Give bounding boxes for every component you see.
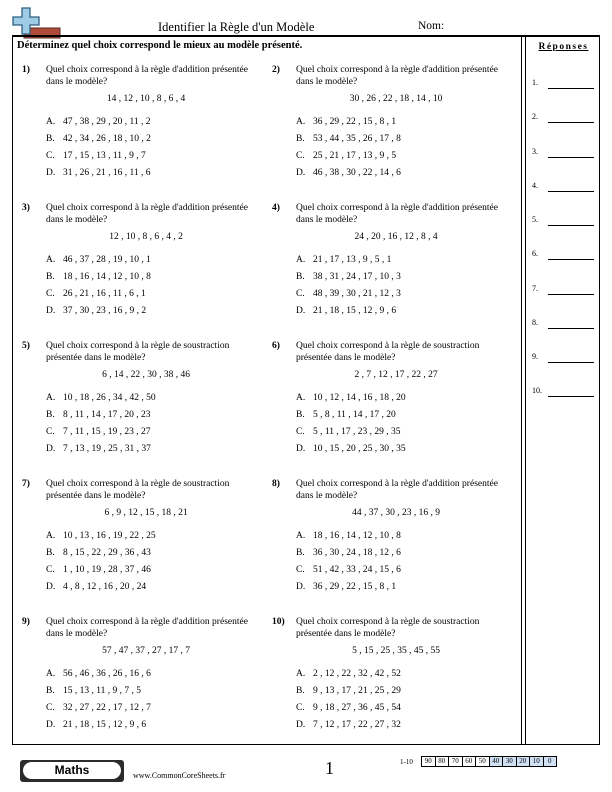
option-letter: A.: [296, 531, 306, 541]
answer-row: [532, 112, 596, 126]
question-prompt: Quel choix correspond à la règle d'addition présentée dans le modèle?: [46, 203, 248, 225]
answer-option[interactable]: [296, 564, 512, 576]
option-text: 56 , 46 , 36 , 26 , 16 , 6: [63, 669, 151, 679]
answer-row: [532, 386, 596, 400]
option-letter: D.: [46, 720, 56, 730]
answer-blank[interactable]: [548, 328, 594, 329]
question-item: [272, 478, 512, 603]
score-cell: 50: [475, 756, 490, 767]
answer-option[interactable]: [296, 581, 512, 593]
answer-option[interactable]: [46, 409, 262, 421]
answer-row: [532, 284, 596, 298]
answer-number: 10.: [532, 386, 542, 395]
answer-blank[interactable]: [548, 259, 594, 260]
question-number: 5): [22, 341, 30, 351]
option-text: 46 , 37 , 28 , 19 , 10 , 1: [63, 255, 151, 265]
question-number: 4): [272, 203, 280, 213]
answer-option[interactable]: [46, 392, 262, 404]
question-sequence: 44 , 37 , 30 , 23 , 16 , 9: [352, 508, 440, 518]
option-text: 21 , 18 , 15 , 12 , 9 , 6: [63, 720, 147, 730]
option-text: 4 , 8 , 12 , 16 , 20 , 24: [63, 582, 147, 592]
answer-option[interactable]: [46, 547, 262, 559]
answer-number: 3.: [532, 147, 538, 156]
answer-option[interactable]: [296, 392, 512, 404]
question-sequence: 2 , 7 , 12 , 17 , 22 , 27: [354, 370, 438, 380]
question-sequence: 12 , 10 , 8 , 6 , 4 , 2: [109, 232, 183, 242]
answer-option[interactable]: [46, 685, 262, 697]
answer-number: 8.: [532, 318, 538, 327]
option-letter: B.: [296, 134, 305, 144]
answer-blank[interactable]: [548, 362, 594, 363]
option-text: 10 , 15 , 20 , 25 , 30 , 35: [313, 444, 406, 454]
question-number: 1): [22, 65, 30, 75]
answer-option[interactable]: [296, 668, 512, 680]
answer-number: 1.: [532, 78, 538, 87]
answer-option[interactable]: [46, 564, 262, 576]
option-text: 18 , 16 , 14 , 12 , 10 , 8: [313, 531, 401, 541]
option-text: 10 , 12 , 14 , 16 , 18 , 20: [313, 393, 406, 403]
option-letter: D.: [46, 582, 56, 592]
option-text: 10 , 18 , 26 , 34 , 42 , 50: [63, 393, 156, 403]
answer-blank[interactable]: [548, 396, 594, 397]
instruction-text: Déterminez quel choix correspond le mieux au modèle présenté.: [17, 40, 303, 51]
option-letter: C.: [296, 703, 305, 713]
answer-row: [532, 78, 596, 92]
answer-option[interactable]: [46, 288, 262, 300]
option-letter: B.: [296, 548, 305, 558]
option-text: 42 , 34 , 26 , 18 , 10 , 2: [63, 134, 151, 144]
answer-option[interactable]: [296, 443, 512, 455]
option-letter: A.: [46, 117, 56, 127]
option-letter: A.: [296, 669, 306, 679]
option-text: 48 , 39 , 30 , 21 , 12 , 3: [313, 289, 401, 299]
question-item: [22, 340, 262, 465]
answer-option[interactable]: [46, 719, 262, 731]
option-letter: C.: [296, 289, 305, 299]
option-text: 46 , 38 , 30 , 22 , 14 , 6: [313, 168, 401, 178]
option-text: 7 , 13 , 19 , 25 , 31 , 37: [63, 444, 151, 454]
score-cell: 90: [421, 756, 436, 767]
answer-option[interactable]: [296, 254, 512, 266]
answer-option[interactable]: [46, 305, 262, 317]
answer-row: [532, 215, 596, 229]
answer-number: 9.: [532, 352, 538, 361]
option-text: 8 , 11 , 14 , 17 , 20 , 23: [63, 410, 151, 420]
answer-row: [532, 181, 596, 195]
score-cell: 40: [489, 756, 504, 767]
option-letter: D.: [296, 306, 306, 316]
option-letter: B.: [46, 548, 55, 558]
option-text: 36 , 30 , 24 , 18 , 12 , 6: [313, 548, 401, 558]
question-number: 8): [272, 479, 280, 489]
option-letter: C.: [46, 289, 55, 299]
score-cell: 80: [435, 756, 450, 767]
answer-option[interactable]: [296, 702, 512, 714]
option-text: 17 , 15 , 13 , 11 , 9 , 7: [63, 151, 146, 161]
answer-blank[interactable]: [548, 122, 594, 123]
answer-blank[interactable]: [548, 294, 594, 295]
option-letter: C.: [46, 151, 55, 161]
score-cell: 0: [543, 756, 558, 767]
answer-blank[interactable]: [548, 88, 594, 89]
question-item: [272, 202, 512, 327]
option-letter: A.: [296, 255, 306, 265]
option-letter: D.: [296, 444, 306, 454]
score-cell: 20: [516, 756, 531, 767]
answer-option[interactable]: [46, 530, 262, 542]
answer-option[interactable]: [296, 116, 512, 128]
option-letter: C.: [296, 565, 305, 575]
answer-number: 4.: [532, 181, 538, 190]
score-cell: 70: [448, 756, 463, 767]
answers-title: Réponses: [538, 42, 589, 52]
answer-option[interactable]: [46, 271, 262, 283]
score-cell: 10: [529, 756, 544, 767]
option-text: 37 , 30 , 23 , 16 , 9 , 2: [63, 306, 147, 316]
option-letter: B.: [296, 686, 305, 696]
subject-label: Maths: [23, 762, 121, 779]
option-letter: D.: [296, 720, 306, 730]
answer-blank[interactable]: [548, 191, 594, 192]
score-table: [422, 756, 557, 767]
option-letter: A.: [296, 393, 306, 403]
question-prompt: Quel choix correspond à la règle d'addition présentée dans le modèle?: [296, 203, 498, 225]
answer-row: [532, 147, 596, 161]
option-text: 31 , 26 , 21 , 16 , 11 , 6: [63, 168, 151, 178]
option-letter: B.: [46, 410, 55, 420]
score-range-label: 1-10: [400, 758, 413, 766]
answer-row: [532, 352, 596, 366]
option-letter: A.: [46, 531, 56, 541]
question-sequence: 30 , 26 , 22 , 18 , 14 , 10: [349, 94, 443, 104]
answer-option[interactable]: [296, 685, 512, 697]
question-number: 9): [22, 617, 30, 627]
option-letter: B.: [46, 272, 55, 282]
option-letter: B.: [46, 686, 55, 696]
answers-divider-inner: [525, 37, 526, 745]
option-letter: B.: [46, 134, 55, 144]
option-letter: A.: [46, 255, 56, 265]
answer-option[interactable]: [46, 133, 262, 145]
question-prompt: Quel choix correspond à la règle d'addition présentée dans le modèle?: [296, 479, 498, 501]
option-letter: C.: [296, 151, 305, 161]
question-number: 2): [272, 65, 280, 75]
question-item: [272, 616, 512, 741]
answer-option[interactable]: [46, 167, 262, 179]
option-text: 51 , 42 , 33 , 24 , 15 , 6: [313, 565, 401, 575]
answer-option[interactable]: [46, 668, 262, 680]
answer-option[interactable]: [296, 133, 512, 145]
answer-option[interactable]: [296, 719, 512, 731]
answer-option[interactable]: [46, 254, 262, 266]
answer-option[interactable]: [296, 150, 512, 162]
question-sequence: 5 , 15 , 25 , 35 , 45 , 55: [352, 646, 440, 656]
option-text: 47 , 38 , 29 , 20 , 11 , 2: [63, 117, 151, 127]
option-letter: D.: [46, 168, 56, 178]
option-text: 1 , 10 , 19 , 28 , 37 , 46: [63, 565, 151, 575]
option-letter: D.: [46, 306, 56, 316]
option-text: 36 , 29 , 22 , 15 , 8 , 1: [313, 117, 397, 127]
question-item: [22, 202, 262, 327]
answer-option[interactable]: [46, 150, 262, 162]
question-number: 3): [22, 203, 30, 213]
answer-number: 6.: [532, 249, 538, 258]
question-item: [272, 64, 512, 189]
answer-option[interactable]: [46, 443, 262, 455]
option-letter: D.: [46, 444, 56, 454]
option-letter: C.: [46, 427, 55, 437]
question-prompt: Quel choix correspond à la règle d'addition présentée dans le modèle?: [46, 65, 248, 87]
question-item: [22, 616, 262, 741]
question-item: [272, 340, 512, 465]
answer-option[interactable]: [46, 116, 262, 128]
option-letter: A.: [46, 393, 56, 403]
question-number: 10): [272, 617, 285, 627]
question-number: 7): [22, 479, 30, 489]
option-letter: A.: [296, 117, 306, 127]
answer-blank[interactable]: [548, 157, 594, 158]
option-text: 36 , 29 , 22 , 15 , 8 , 1: [313, 582, 397, 592]
question-sequence: 57 , 47 , 37 , 27 , 17 , 7: [102, 646, 190, 656]
option-text: 7 , 11 , 15 , 19 , 23 , 27: [63, 427, 151, 437]
option-text: 5 , 11 , 17 , 23 , 29 , 35: [313, 427, 401, 437]
option-text: 7 , 12 , 17 , 22 , 27 , 32: [313, 720, 401, 730]
question-prompt: Quel choix correspond à la règle de soustraction présentée dans le modèle?: [46, 479, 230, 501]
option-text: 18 , 16 , 14 , 12 , 10 , 8: [63, 272, 151, 282]
answer-option[interactable]: [296, 530, 512, 542]
answer-option[interactable]: [296, 288, 512, 300]
answer-option[interactable]: [296, 409, 512, 421]
option-text: 53 , 44 , 35 , 26 , 17 , 8: [313, 134, 401, 144]
question-prompt: Quel choix correspond à la règle de soustraction présentée dans le modèle?: [46, 341, 230, 363]
option-text: 38 , 31 , 24 , 17 , 10 , 3: [313, 272, 401, 282]
score-cell: 30: [502, 756, 517, 767]
question-item: [22, 64, 262, 189]
option-letter: D.: [296, 168, 306, 178]
question-sequence: 24 , 20 , 16 , 12 , 8 , 4: [354, 232, 438, 242]
answer-option[interactable]: [296, 271, 512, 283]
question-sequence: 6 , 14 , 22 , 30 , 38 , 46: [102, 370, 190, 380]
option-letter: D.: [296, 582, 306, 592]
answer-row: [532, 318, 596, 332]
question-sequence: 6 , 9 , 12 , 15 , 18 , 21: [104, 508, 188, 518]
question-sequence: 14 , 12 , 10 , 8 , 6 , 4: [106, 94, 186, 104]
option-text: 5 , 8 , 11 , 14 , 17 , 20: [313, 410, 396, 420]
answer-row: [532, 249, 596, 263]
answer-number: 2.: [532, 112, 538, 121]
option-letter: B.: [296, 410, 305, 420]
answer-option[interactable]: [296, 426, 512, 438]
name-label: Nom:: [418, 20, 445, 32]
option-text: 21 , 17 , 13 , 9 , 5 , 1: [313, 255, 392, 265]
option-text: 8 , 15 , 22 , 29 , 36 , 43: [63, 548, 151, 558]
question-prompt: Quel choix correspond à la règle d'addition présentée dans le modèle?: [46, 617, 248, 639]
site-url: www.CommonCoreSheets.fr: [133, 771, 226, 780]
answers-divider: [521, 37, 522, 745]
question-item: [22, 478, 262, 603]
answer-option[interactable]: [296, 305, 512, 317]
question-number: 6): [272, 341, 280, 351]
score-cell: 60: [462, 756, 477, 767]
option-text: 25 , 21 , 17 , 13 , 9 , 5: [313, 151, 397, 161]
question-prompt: Quel choix correspond à la règle de soustraction présentée dans le modèle?: [296, 341, 480, 363]
option-letter: C.: [296, 427, 305, 437]
option-text: 32 , 27 , 22 , 17 , 12 , 7: [63, 703, 151, 713]
option-text: 9 , 18 , 27 , 36 , 45 , 54: [313, 703, 401, 713]
answer-option[interactable]: [46, 581, 262, 593]
option-text: 10 , 13 , 16 , 19 , 22 , 25: [63, 531, 156, 541]
option-text: 9 , 13 , 17 , 21 , 25 , 29: [313, 686, 401, 696]
answer-blank[interactable]: [548, 225, 594, 226]
option-letter: C.: [46, 565, 55, 575]
option-text: 2 , 12 , 22 , 32 , 42 , 52: [313, 669, 401, 679]
option-letter: B.: [296, 272, 305, 282]
answer-option[interactable]: [296, 547, 512, 559]
option-letter: A.: [46, 669, 56, 679]
option-letter: C.: [46, 703, 55, 713]
answer-option[interactable]: [46, 702, 262, 714]
answer-option[interactable]: [296, 167, 512, 179]
answer-number: 5.: [532, 215, 538, 224]
option-text: 15 , 13 , 11 , 9 , 7 , 5: [63, 686, 142, 696]
answer-option[interactable]: [46, 426, 262, 438]
option-text: 26 , 21 , 16 , 11 , 6 , 1: [63, 289, 146, 299]
answer-number: 7.: [532, 284, 538, 293]
question-prompt: Quel choix correspond à la règle de soustraction présentée dans le modèle?: [296, 617, 480, 639]
page-title: Identifier la Règle d'un Modèle: [158, 20, 315, 34]
option-text: 21 , 18 , 15 , 12 , 9 , 6: [313, 306, 397, 316]
question-prompt: Quel choix correspond à la règle d'addition présentée dans le modèle?: [296, 65, 498, 87]
page-number: 1: [325, 758, 334, 778]
